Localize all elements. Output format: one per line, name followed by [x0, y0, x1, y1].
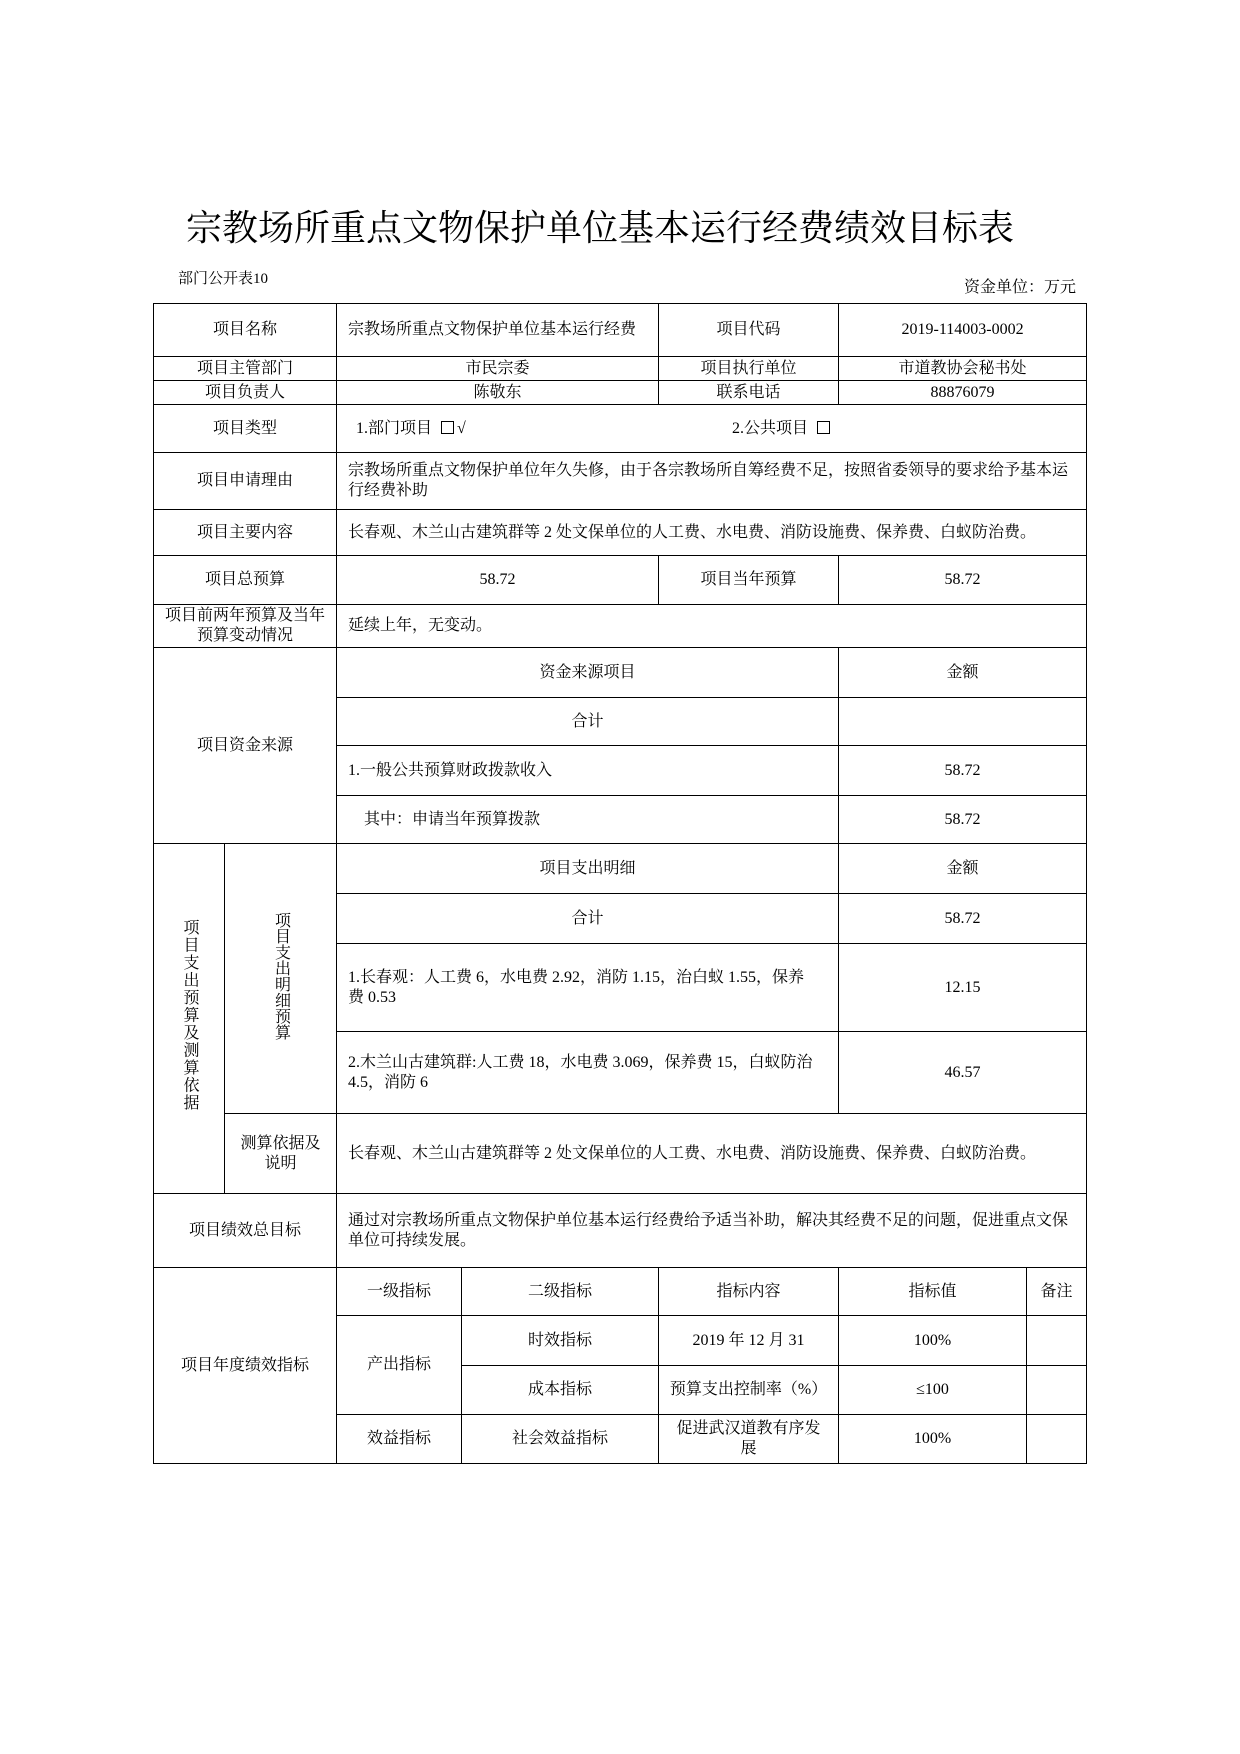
expenditure-section-label: 项目支出预算及测算依据: [181, 919, 198, 1112]
expenditure-item-header: 项目支出明细: [337, 844, 839, 894]
level2-indicator: 成本指标: [462, 1366, 659, 1415]
funding-row-item: 1.一般公共预算财政拨款收入: [337, 746, 839, 796]
department-project-option: [356, 419, 732, 439]
budget-change-row: [154, 605, 1087, 648]
project-name-label: 项目名称: [154, 304, 337, 357]
indicator-value: 100%: [839, 1316, 1027, 1366]
project-type-options: [337, 405, 1087, 453]
phone-label: 联系电话: [659, 381, 839, 405]
total-budget-value: 58.72: [337, 556, 659, 605]
expenditure-row-amount: 46.57: [839, 1032, 1087, 1114]
executing-unit-label: 项目执行单位: [659, 357, 839, 381]
funding-amount-header: 金额: [839, 648, 1087, 698]
funding-header-row: [154, 648, 1087, 698]
department-project-checkmark: √: [457, 419, 466, 437]
project-department-row: [154, 357, 1087, 381]
phone-value: 88876079: [839, 381, 1087, 405]
indicator-note: [1027, 1415, 1087, 1464]
indicator-value: 100%: [839, 1415, 1027, 1464]
project-type-wrap: [337, 419, 1086, 439]
project-name-row: [154, 304, 1087, 357]
overall-goal-label: 项目绩效总目标: [154, 1194, 337, 1268]
funding-total-amount: [839, 698, 1087, 746]
expenditure-row-item: 1.长春观：人工费 6，水电费 2.92，消防 1.15，治白蚁 1.55，保养费 0.53: [337, 944, 839, 1032]
application-reason-label: 项目申请理由: [154, 453, 337, 510]
project-type-row: [154, 405, 1087, 453]
indicator-value: ≤100: [839, 1366, 1027, 1415]
funding-row-item: 其中：申请当年预算拨款: [337, 796, 839, 844]
project-type-label: 项目类型: [154, 405, 337, 453]
leader-value: 陈敬东: [337, 381, 659, 405]
project-name-value: 宗教场所重点文物保护单位基本运行经费: [337, 304, 659, 357]
public-project-option: [732, 419, 833, 439]
indicator-content: 预算支出控制率（%）: [659, 1366, 839, 1415]
level1-indicator: 效益指标: [337, 1415, 462, 1464]
indicator-content: 2019 年 12 月 31: [659, 1316, 839, 1366]
executing-unit-value: 市道教协会秘书处: [839, 357, 1087, 381]
level1-header: 一级指标: [337, 1268, 462, 1316]
department-project-label: 1.部门项目: [356, 419, 433, 437]
total-budget-label: 项目总预算: [154, 556, 337, 605]
overall-goal-value: 通过对宗教场所重点文物保护单位基本运行经费给予适当补助，解决其经费不足的问题，促进重点文保单位可持续发展。: [337, 1194, 1087, 1268]
indicator-note: [1027, 1366, 1087, 1415]
fund-unit: 资金单位：万元: [963, 279, 1076, 296]
expenditure-section-cell: [154, 844, 225, 1194]
budget-change-value: 延续上年，无变动。: [337, 605, 1087, 648]
year-budget-value: 58.72: [839, 556, 1087, 605]
budget-row: [154, 556, 1087, 605]
project-code-value: 2019-114003-0002: [839, 304, 1087, 357]
level2-indicator: 社会效益指标: [462, 1415, 659, 1464]
level2-indicator: 时效指标: [462, 1316, 659, 1366]
application-reason-row: [154, 453, 1087, 510]
funding-section-label: 项目资金来源: [154, 648, 337, 844]
expenditure-detail-label: 项目支出明细预算: [272, 911, 290, 1040]
expenditure-detail-cell: [225, 844, 337, 1114]
performance-goal-table: [153, 303, 1087, 1464]
calculation-basis-row: [154, 1114, 1087, 1194]
main-content-value: 长春观、木兰山古建筑群等 2 处文保单位的人工费、水电费、消防设施费、保养费、白蚁防治费。: [337, 510, 1087, 556]
public-project-label: 2.公共项目: [732, 419, 809, 437]
project-leader-row: [154, 381, 1087, 405]
indicator-value-header: 指标值: [839, 1268, 1027, 1316]
overall-goal-row: [154, 1194, 1087, 1268]
department-value: 市民宗委: [337, 357, 659, 381]
expenditure-row-item: 2.木兰山古建筑群:人工费 18，水电费 3.069，保养费 15，白蚁防治 4.5，消防 6: [337, 1032, 839, 1114]
indicator-note: [1027, 1316, 1087, 1366]
expenditure-total-amount: 58.72: [839, 894, 1087, 944]
calculation-basis-value: 长春观、木兰山古建筑群等 2 处文保单位的人工费、水电费、消防设施费、保养费、白蚁防治费。: [337, 1114, 1087, 1194]
year-budget-label: 项目当年预算: [659, 556, 839, 605]
funding-item-header: 资金来源项目: [337, 648, 839, 698]
expenditure-header-row: [154, 844, 1087, 894]
funding-row-amount: 58.72: [839, 746, 1087, 796]
budget-change-label: 项目前两年预算及当年预算变动情况: [154, 605, 337, 648]
table-number: 部门公开表10: [178, 271, 269, 287]
expenditure-row-amount: 12.15: [839, 944, 1087, 1032]
department-label: 项目主管部门: [154, 357, 337, 381]
leader-label: 项目负责人: [154, 381, 337, 405]
public-project-checkbox-icon: [817, 421, 830, 434]
indicator-header-row: [154, 1268, 1087, 1316]
project-code-label: 项目代码: [659, 304, 839, 357]
expenditure-amount-header: 金额: [839, 844, 1087, 894]
note-header: 备注: [1027, 1268, 1087, 1316]
level1-indicator: 产出指标: [337, 1316, 462, 1415]
annual-indicators-label: 项目年度绩效指标: [154, 1268, 337, 1464]
page-title: 宗教场所重点文物保护单位基本运行经费绩效目标表: [186, 208, 1015, 249]
funding-row-amount: 58.72: [839, 796, 1087, 844]
main-content-label: 项目主要内容: [154, 510, 337, 556]
calculation-basis-label: 测算依据及说明: [225, 1114, 337, 1194]
level2-header: 二级指标: [462, 1268, 659, 1316]
department-project-checkbox-icon: [441, 421, 454, 434]
application-reason-value: 宗教场所重点文物保护单位年久失修，由于各宗教场所自筹经费不足，按照省委领导的要求给予基本运行经费补助: [337, 453, 1087, 510]
main-content-row: [154, 510, 1087, 556]
funding-total-label: 合计: [337, 698, 839, 746]
indicator-content: 促进武汉道教有序发展: [659, 1415, 839, 1464]
expenditure-total-label: 合计: [337, 894, 839, 944]
indicator-content-header: 指标内容: [659, 1268, 839, 1316]
